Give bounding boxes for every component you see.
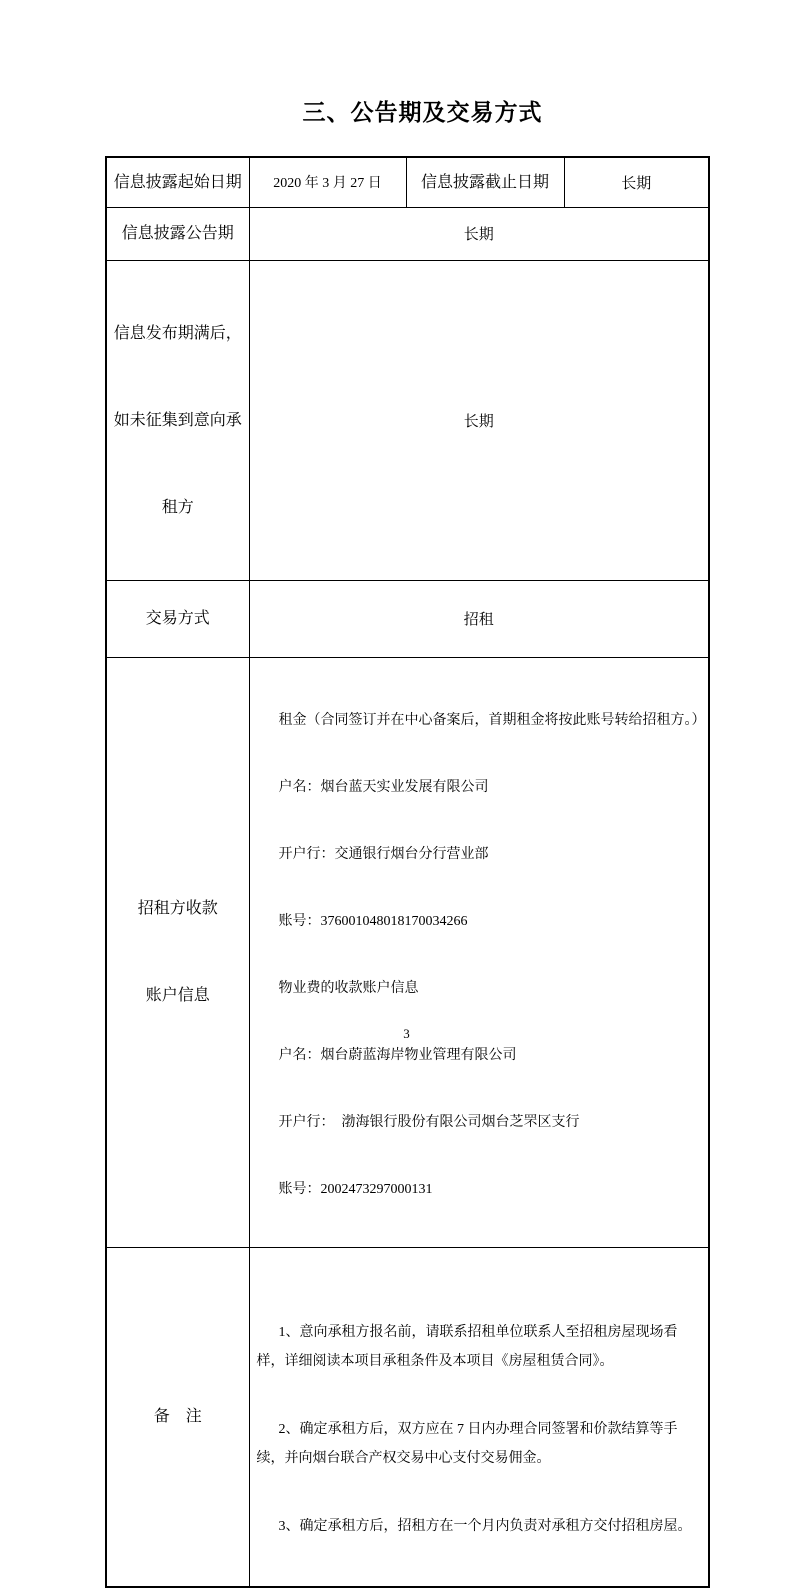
no-tenant-found-label: [106, 260, 249, 580]
no-tenant-found-label-line2: 如未征集到意向承: [113, 411, 242, 429]
remark-paragraph-2: 2、确定承租方后，双方应在 7 日内办理合同签署和价款结算等手续，并向烟台联合产权交易中心支付交易佣金。: [256, 1421, 678, 1466]
payment-account-label-line2: 账户信息: [145, 987, 210, 1004]
disclosure-start-label: 信息披露起始日期: [106, 157, 249, 207]
remarks-label: 备 注: [106, 1247, 249, 1587]
transaction-method-label: 交易方式: [106, 580, 249, 657]
page-title: 三、公告期及交易方式: [302, 100, 543, 125]
account-line-holder-2: 户名：烟台蔚蓝海岸物业管理有限公司: [278, 1047, 517, 1063]
table-row-disclosure-dates: [106, 157, 709, 207]
payment-account-label: [106, 657, 249, 1247]
remark-paragraph-1: 1、意向承租方报名前，请联系招租单位联系人至招租房屋现场看样，详细阅读本项目承租条件及本项目《房屋租赁合同》。: [256, 1324, 678, 1369]
account-line-bank-2: 开户行： 渤海银行股份有限公司烟台芝罘区支行: [278, 1114, 580, 1130]
table-row-no-tenant-found: [106, 260, 709, 580]
payment-account-label-line1: 招租方收款: [137, 900, 218, 917]
no-tenant-found-label-line3: 租方: [161, 498, 194, 516]
table-row-remarks: [106, 1247, 709, 1587]
account-line-number-2: 账号：2002473297000131: [278, 1181, 433, 1197]
table-row-announcement-period: [106, 207, 709, 260]
announcement-period-label: 信息披露公告期: [106, 207, 249, 260]
disclosure-end-label: 信息披露截止日期: [406, 157, 564, 207]
account-line-bank-1: 开户行：交通银行烟台分行营业部: [278, 846, 489, 862]
account-line-holder-1: 户名：烟台蓝天实业发展有限公司: [278, 779, 489, 795]
payment-account-details: [249, 657, 709, 1247]
no-tenant-found-value: 长期: [249, 260, 709, 580]
transaction-method-value: 招租: [249, 580, 709, 657]
page-number: 3: [403, 1026, 410, 1041]
remark-paragraph-3: 3、确定承租方后，招租方在一个月内负责对承租方交付招租房屋。: [278, 1518, 692, 1534]
account-line-number-1: 账号：376001048018170034266: [278, 913, 468, 929]
table-row-payment-account: [106, 657, 709, 1247]
account-line-property-note: 物业费的收款账户信息: [278, 980, 419, 996]
no-tenant-found-label-line1: 信息发布期满后，: [113, 324, 242, 342]
account-line-rent-note: 租金（合同签订并在中心备案后，首期租金将按此账号转给招租方。）: [278, 712, 706, 728]
announcement-table: [105, 156, 710, 1588]
table-row-transaction-method: [106, 580, 709, 657]
disclosure-end-value: 长期: [564, 157, 709, 207]
disclosure-start-value: 2020 年 3 月 27 日: [249, 157, 406, 207]
remarks-content: [249, 1247, 709, 1587]
announcement-period-value: 长期: [249, 207, 709, 260]
